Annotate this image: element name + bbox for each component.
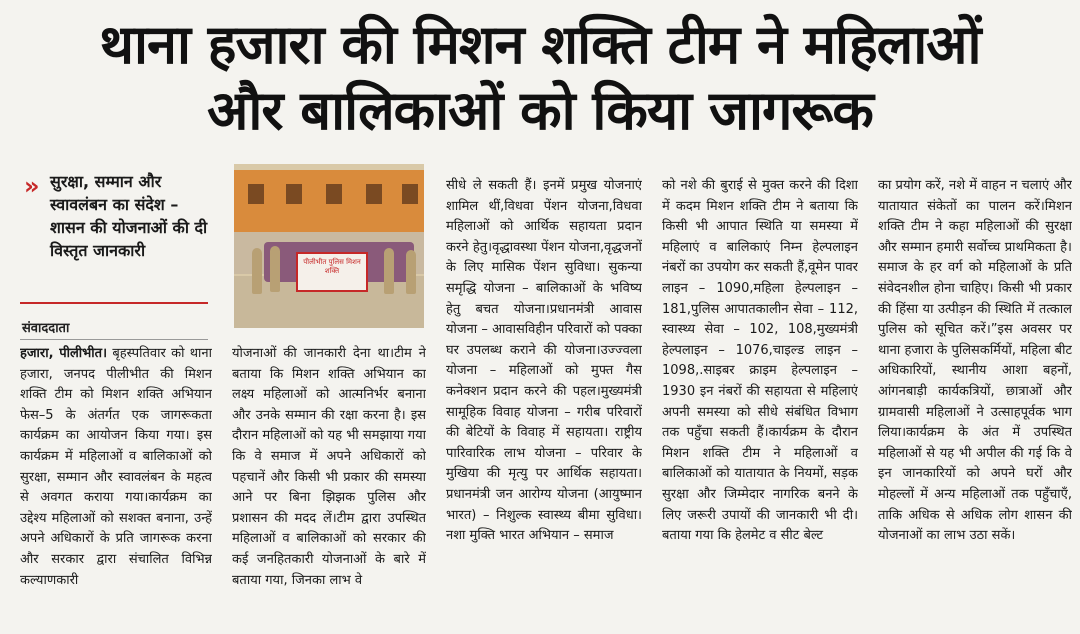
chevron-icon: » [24,172,40,200]
headline-line-1: थाना हजारा की मिशन शक्ति टीम ने महिलाओं [99,13,981,76]
byline-divider [20,339,208,340]
byline: संवाददाता [22,321,70,336]
headline-line-2: और बालिकाओं को किया जागरूक [207,79,873,142]
event-photo [234,164,424,328]
photo-banner: पीलीभीत पुलिस मिशन शक्ति [296,252,368,292]
deck-box [20,168,212,296]
headline [0,0,1080,160]
dateline: हजारा, पीलीभीत। [20,346,108,361]
deck-divider [20,302,208,304]
deck-text: सुरक्षा, सम्मान और स्वावलंबन का संदेश – शासन की योजनाओं की दी विस्तृत जानकारी [50,172,208,260]
article-column-3: सीधे ले सकती हैं। इनमें प्रमुख योजनाएं शामिल थीं,विधवा पेंशन योजना,विधवा महिलाओं को आर्थिक सहायता प्रदान करने हेतु।वृद्धावस्था पेंशन योजना,वृद्धजनों के लिए मासिक पेंशन सुविधा। सुकन्या समृद्धि योजना – बालिकाओं के भविष्य हेतु बचत योजना।प्रधानमंत्री आवास योजना – आवासविहीन परिवारों को पक्का घर उपलब्ध कराने की योजना।उज्ज्वला योजना – महिलाओं को मुफ्त गैस कनेक्शन प्रदान करने की पहल।मुख्यमंत्री सामूहिक विवाह योजना – गरीब परिवारों की बेटियों के विवाह में सहायता। राष्ट्रीय पारिवारिक लाभ योजना – परिवार के मुखिया की मृत्यु पर आर्थिक सहायता।प्रधानमंत्री जन आरोग्य योजना (आयुष्मान भारत) – निशुल्क स्वास्थ्य बीमा सुविधा। नशा मुक्ति भारत अभियान – समाज [446,178,642,544]
article-col1-text: बृहस्पतिवार को थाना हजारा, जनपद पीलीभीत की मिशन शक्ति टीम को मिशन शक्ति अभियान फेस–5 के अंतर्गत एक जागरूकता कार्यक्रम का आयोजन किया गया। इस कार्यक्रम में महिलाओं व बालिकाओं को सुरक्षा, सम्मान और स्वावलंबन के महत्व से अवगत कराया गया।कार्यक्रम का उद्देश्य महिलाओं को सशक्त बनाना, उन्हें अपने अधिकारों के प्रति जागरूक करना और सरकार द्वारा संचालित विभिन्न कल्याणकारी [20,346,212,588]
article-column-1 [20,344,212,630]
article-column-4: को नशे की बुराई से मुक्त करने की दिशा में कदम मिशन शक्ति टीम ने बताया कि किसी भी आपात स्थिति या समस्या में महिलाएं व बालिकाएं निम्न हेल्पलाइन नंबरों का उपयोग कर सकती हैं,वूमेन पावर लाइन – 1090,महिला हेल्पलाइन – 181,पुलिस आपातकालीन सेवा – 112, स्वास्थ्य सेवा – 102, 108,मुख्यमंत्री हेल्पलाइन – 1076,चाइल्ड लाइन – 1098,.साइबर क्राइम हेल्पलाइन – 1930 इन नंबरों की सहायता से महिलाएं अपनी समस्या को सीधे संबंधित विभाग तक पहुँचा सकती हैं।कार्यक्रम के दौरान मिशन शक्ति टीम ने महिलाओं व बालिकाओं को यातायात के नियमों, सड़क सुरक्षा और जिम्मेदार नागरिक बनने के लिए जरूरी उपायों की जानकारी भी दी। बताया गया कि हेलमेट व सीट बेल्ट [662,178,858,544]
article-column-2: योजनाओं की जानकारी देना था।टीम ने बताया कि मिशन शक्ति अभियान का लक्ष्य महिलाओं को आत्मनिर्भर बनाना और उनके सम्मान की रक्षा करना है। इस दौरान महिलाओं को यह भी समझाया गया कि वे समाज में अपने अधिकारों को पहचानें और किसी भी प्रकार की समस्या आने पर बिना झिझक पुलिस और प्रशासन की मदद लें।टीम द्वारा उपस्थित महिलाओं व बालिकाओं को सरकार की कई जनहितकारी योजनाओं के बारे में बताया गया, जिनका लाभ वे [232,346,426,588]
photo-building [234,170,424,232]
article-column-5: का प्रयोग करें, नशे में वाहन न चलाएं और यातायात संकेतों का पालन करें।मिशन शक्ति टीम ने कहा महिलाओं की सुरक्षा और सम्मान हमारी सर्वोच्च प्राथमिकता है। समाज के हर वर्ग को महिलाओं के प्रति संवेदनशील होना चाहिए। किसी भी प्रकार की हिंसा या उत्पीड़न की स्थिति में तत्काल पुलिस को सूचित करें।”इस अवसर पर थाना हजारा के पुलिसकर्मियों, महिला बीट अधिकारियों, स्थानीय आशा बहनों, आंगनबाड़ी कार्यकत्रियों, छात्राओं और ग्रामवासी महिलाओं ने उत्साहपूर्वक भाग लिया।कार्यक्रम के अंत में उपस्थित महिलाओं से यह भी अपील की गई कि वे इन जानकारियों को अपने घरों और मोहल्लों में अन्य महिलाओं तक पहुँचाएँ, ताकि अधिक से अधिक लोग शासन की योजनाओं का लाभ उठा सकें। [878,178,1072,544]
